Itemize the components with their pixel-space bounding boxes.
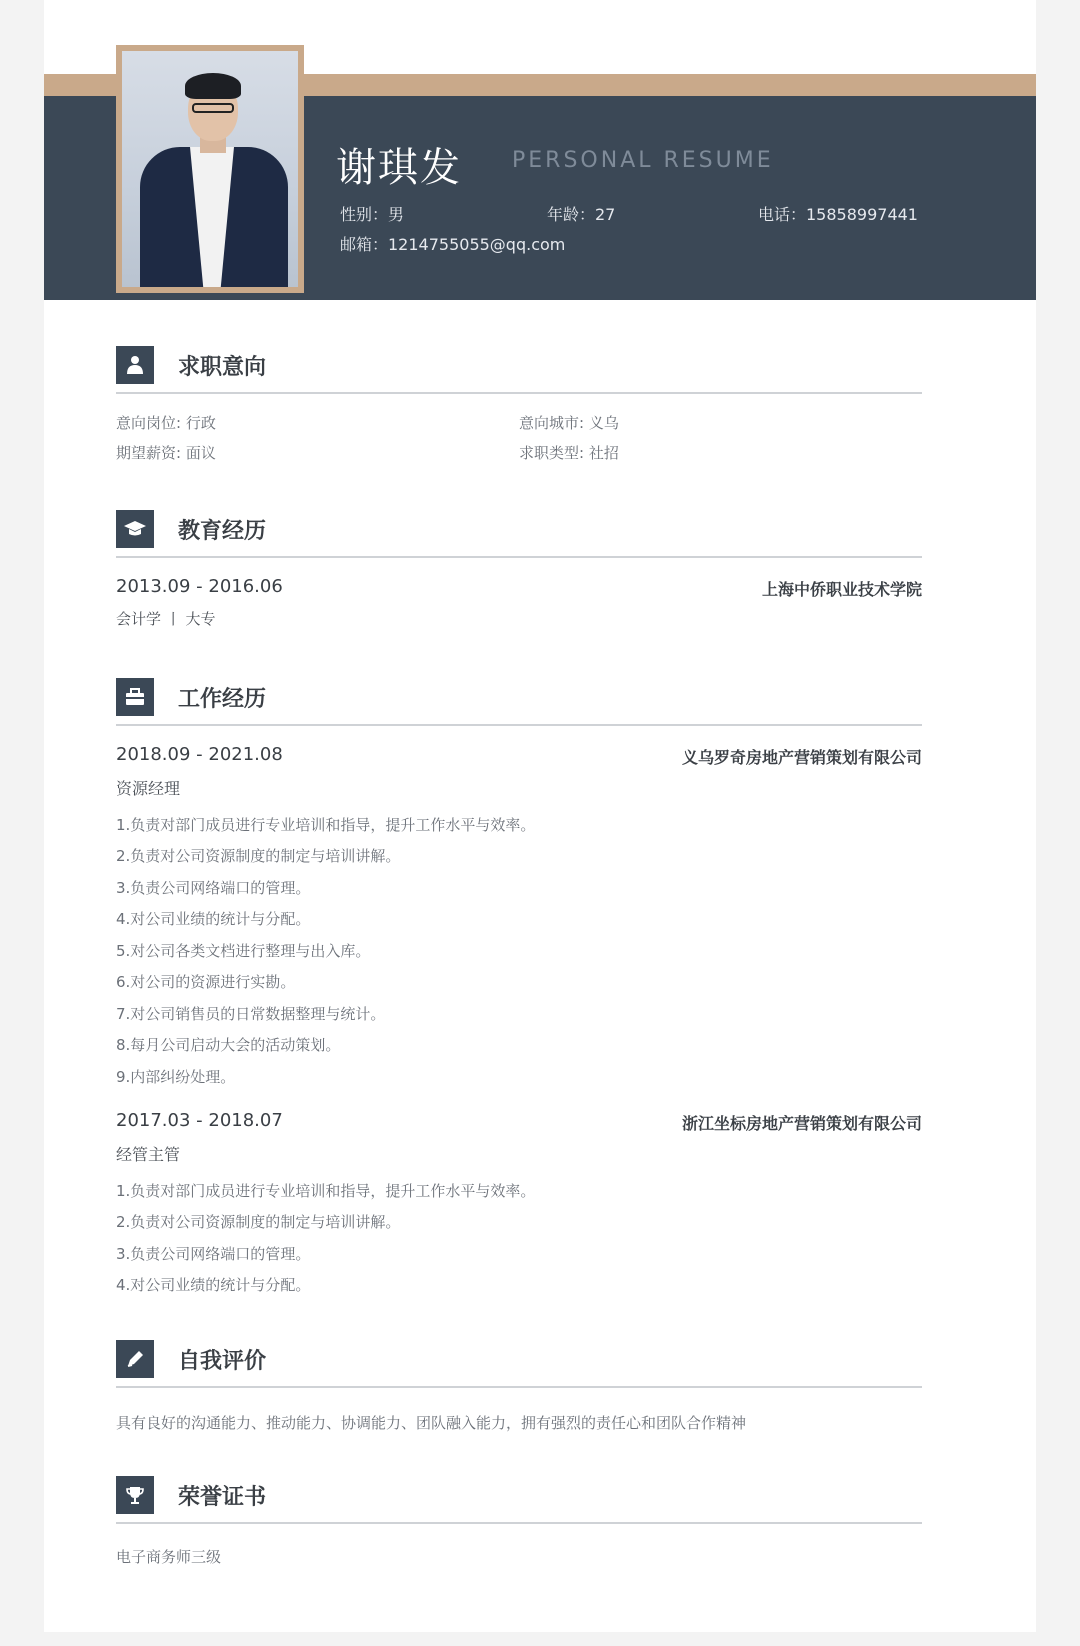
job-duty: 6.对公司的资源进行实勘。 [116,973,296,991]
briefcase-icon [116,678,154,716]
section-self-eval-header [116,1340,922,1388]
trophy-icon [116,1476,154,1514]
pen-icon [116,1340,154,1378]
email-info: 邮箱：1214755055@qq.com [340,235,566,254]
job-duty: 4.对公司业绩的统计与分配。 [116,1276,311,1294]
profile-photo [122,51,298,287]
education-major: 会计学 丨 大专 [116,610,216,628]
section-self-eval-title: 自我评价 [178,1349,267,1374]
job-duty: 3.负责公司网络端口的管理。 [116,1245,311,1263]
job-duty: 2.负责对公司资源制度的制定与培训讲解。 [116,847,401,865]
job-duty: 3.负责公司网络端口的管理。 [116,879,311,897]
job-duty: 1.负责对部门成员进行专业培训和指导，提升工作水平与效率。 [116,1182,536,1200]
job-role: 资源经理 [116,779,181,798]
job-entry-1 [116,744,922,774]
job-duty: 7.对公司销售员的日常数据整理与统计。 [116,1005,386,1023]
job-entry-2 [116,1110,922,1140]
graduation-cap-icon [116,510,154,548]
job-company: 义乌罗奇房地产营销策划有限公司 [681,748,922,767]
section-work-header [116,678,922,726]
honors-text: 电子商务师三级 [116,1548,222,1566]
section-honors-title: 荣誉证书 [178,1485,267,1510]
job-date: 2018.09 - 2021.08 [116,744,283,765]
section-education-header [116,510,922,558]
intent-type: 求职类型: 社招 [519,444,619,462]
age-info: 年龄：27 [547,205,616,224]
resume-subtitle: PERSONAL RESUME [512,148,774,173]
section-education-title: 教育经历 [178,519,267,544]
section-intent-title: 求职意向 [178,355,267,380]
gender-info: 性别：男 [340,205,405,224]
job-company: 浙江坐标房地产营销策划有限公司 [681,1114,922,1133]
job-duty: 4.对公司业绩的统计与分配。 [116,910,311,928]
section-intent-header [116,346,922,394]
profile-photo-frame [116,45,304,293]
job-duty: 9.内部纠纷处理。 [116,1068,236,1086]
resume-page [44,0,1036,1632]
education-school: 上海中侨职业技术学院 [761,580,922,599]
job-duty: 1.负责对部门成员进行专业培训和指导，提升工作水平与效率。 [116,816,536,834]
intent-salary: 期望薪资: 面议 [116,444,216,462]
job-date: 2017.03 - 2018.07 [116,1110,283,1131]
section-work-title: 工作经历 [178,687,267,712]
job-duty: 8.每月公司启动大会的活动策划。 [116,1036,341,1054]
job-role: 经管主管 [116,1145,181,1164]
phone-info: 电话：15858997441 [758,205,918,224]
candidate-name: 谢琪发 [336,145,462,191]
job-duty: 5.对公司各类文档进行整理与出入库。 [116,942,371,960]
intent-position: 意向岗位: 行政 [116,414,216,432]
user-icon [116,346,154,384]
education-date: 2013.09 - 2016.06 [116,576,283,597]
job-duty: 2.负责对公司资源制度的制定与培训讲解。 [116,1213,401,1231]
self-eval-text: 具有良好的沟通能力、推动能力、协调能力、团队融入能力，拥有强烈的责任心和团队合作精神 [116,1414,747,1432]
education-entry [116,576,922,606]
section-honors-header [116,1476,922,1524]
intent-city: 意向城市: 义乌 [519,414,619,432]
